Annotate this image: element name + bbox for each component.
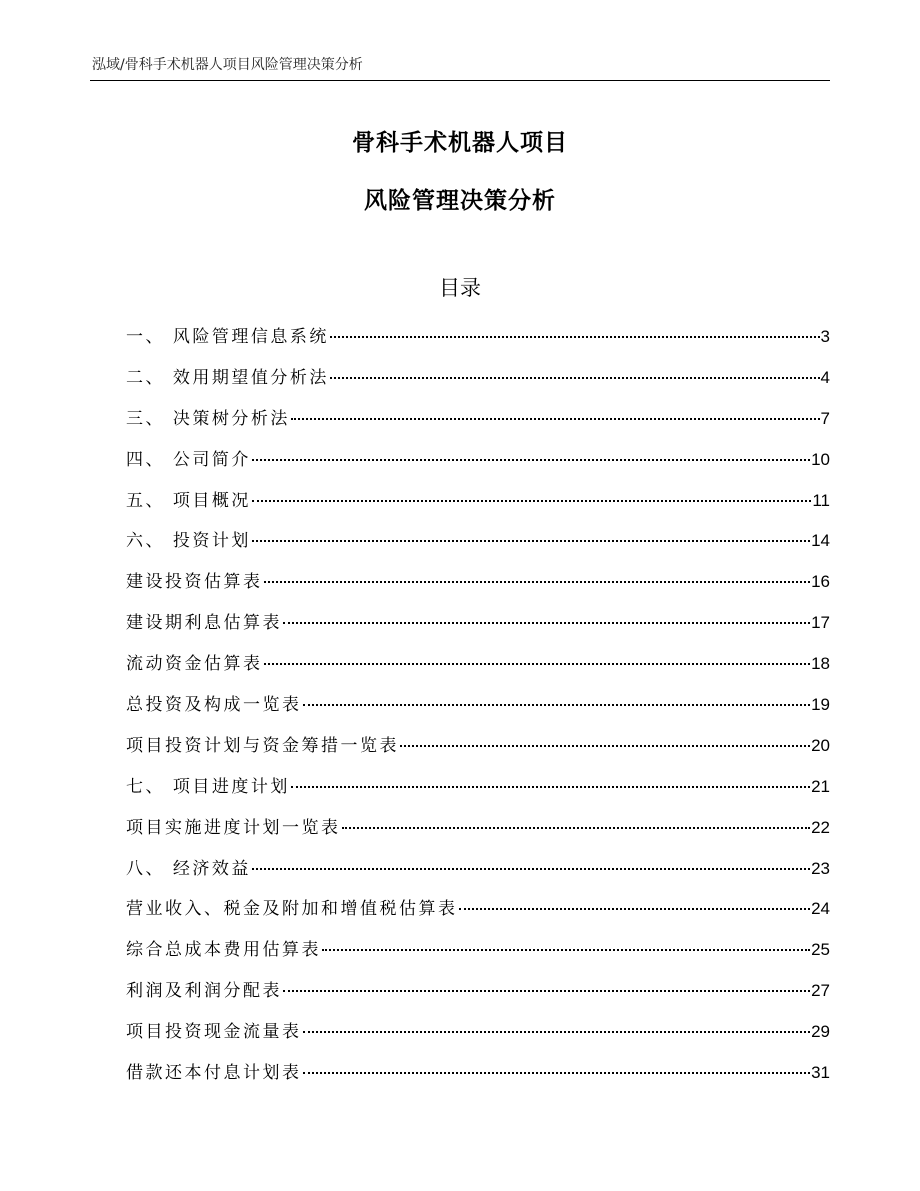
toc-entry-label: 项目实施进度计划一览表 — [126, 817, 341, 838]
toc-dot-leader — [291, 786, 810, 788]
toc-entry-page-number: 10 — [811, 449, 830, 469]
toc-entry-page-number: 7 — [820, 408, 830, 428]
toc-entry[interactable] — [126, 731, 830, 772]
toc-dot-leader — [264, 663, 811, 665]
toc-dot-leader — [322, 949, 810, 951]
toc-entry[interactable] — [126, 1017, 830, 1058]
toc-entry-page-number: 14 — [811, 531, 830, 551]
toc-entry-label: 一、 风险管理信息系统 — [126, 327, 329, 347]
toc-dot-leader — [252, 500, 811, 502]
toc-entry-label: 总投资及构成一览表 — [126, 695, 302, 716]
toc-entry-label: 利润及利润分配表 — [126, 981, 282, 1002]
toc-dot-leader — [283, 622, 810, 624]
toc-dot-leader — [264, 581, 811, 583]
toc-dot-leader — [303, 1031, 811, 1033]
toc-entry-label: 三、 决策树分析法 — [126, 408, 290, 429]
toc-dot-leader — [252, 459, 810, 461]
toc-entry-page-number: 20 — [811, 735, 830, 755]
toc-entry-page-number: 31 — [811, 1063, 830, 1083]
toc-entry-label: 建设期利息估算表 — [126, 613, 282, 634]
toc-dot-leader — [252, 868, 810, 870]
running-header: 泓域/骨科手术机器人项目风险管理决策分析 — [92, 57, 363, 73]
toc-entry-page-number: 23 — [811, 858, 830, 878]
toc-dot-leader — [330, 377, 820, 379]
toc-entry[interactable] — [126, 526, 830, 567]
toc-dot-leader — [330, 336, 820, 338]
header-rule — [90, 80, 830, 81]
toc-entry[interactable] — [126, 935, 830, 976]
toc-entry[interactable] — [126, 772, 830, 813]
toc-entry-label: 八、 经济效益 — [126, 858, 251, 879]
toc-heading: 目录 — [439, 276, 481, 300]
toc-entry-label: 项目投资计划与资金筹措一览表 — [126, 735, 399, 756]
toc-dot-leader — [342, 827, 811, 829]
toc-entry-page-number: 17 — [811, 613, 830, 633]
toc-entry[interactable] — [126, 322, 830, 363]
document-title-line2: 风险管理决策分析 — [364, 188, 556, 214]
toc-entry-page-number: 29 — [811, 1022, 830, 1042]
toc-dot-leader — [303, 704, 811, 706]
toc-dot-leader — [303, 1072, 811, 1074]
toc-entry-label: 营业收入、税金及附加和增值税估算表 — [126, 899, 458, 920]
toc-entry-label: 综合总成本费用估算表 — [126, 940, 321, 961]
toc-entry[interactable] — [126, 486, 830, 527]
toc-entry-label: 流动资金估算表 — [126, 654, 263, 675]
toc-entry[interactable] — [126, 649, 830, 690]
toc-entry[interactable] — [126, 363, 830, 404]
toc-entry-page-number: 27 — [811, 981, 830, 1001]
toc-entry-page-number: 22 — [811, 817, 830, 837]
toc-entry[interactable] — [126, 690, 830, 731]
toc-entry-label: 七、 项目进度计划 — [126, 776, 290, 797]
toc-entry-page-number: 16 — [811, 572, 830, 592]
toc-entry-label: 五、 项目概况 — [126, 490, 251, 511]
toc-entry[interactable] — [126, 854, 830, 895]
toc-entry-page-number: 25 — [811, 940, 830, 960]
toc-dot-leader — [252, 540, 810, 542]
toc-entry[interactable] — [126, 608, 830, 649]
table-of-contents — [126, 322, 830, 1099]
toc-dot-leader — [459, 908, 811, 910]
toc-entry-page-number: 24 — [811, 899, 830, 919]
toc-entry[interactable] — [126, 445, 830, 486]
toc-dot-leader — [283, 990, 810, 992]
toc-entry-label: 项目投资现金流量表 — [126, 1022, 302, 1043]
toc-entry-page-number: 21 — [811, 776, 830, 796]
toc-entry-page-number: 19 — [811, 695, 830, 715]
toc-dot-leader — [400, 745, 810, 747]
toc-entry-page-number: 18 — [811, 654, 830, 674]
toc-dot-leader — [291, 418, 820, 420]
toc-entry-page-number: 11 — [812, 490, 830, 510]
toc-entry-label: 二、 效用期望值分析法 — [126, 367, 329, 388]
toc-entry-label: 四、 公司简介 — [126, 449, 251, 470]
toc-entry[interactable] — [126, 894, 830, 935]
toc-entry-label: 六、 投资计划 — [126, 531, 251, 552]
document-title-line1: 骨科手术机器人项目 — [352, 130, 568, 156]
toc-entry-label: 借款还本付息计划表 — [126, 1063, 302, 1084]
toc-entry-label: 建设投资估算表 — [126, 572, 263, 593]
toc-entry[interactable] — [126, 404, 830, 445]
toc-entry-page-number: 3 — [820, 327, 830, 346]
toc-entry-page-number: 4 — [820, 367, 830, 387]
toc-entry[interactable] — [126, 813, 830, 854]
toc-entry[interactable] — [126, 976, 830, 1017]
toc-entry[interactable] — [126, 567, 830, 608]
toc-entry[interactable] — [126, 1058, 830, 1099]
